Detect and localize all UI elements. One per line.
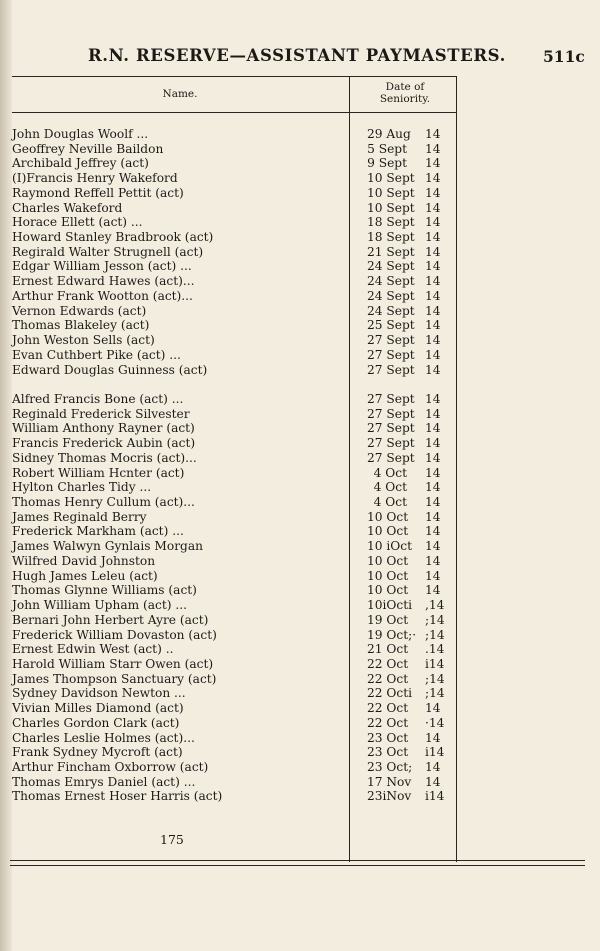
officer-name: Edward Douglas Guinness (act) xyxy=(12,362,208,377)
seniority-date: 23 Oct; xyxy=(367,760,413,774)
officer-name: Howard Stanley Bradbrook (act) xyxy=(12,230,214,245)
seniority-year: 14 xyxy=(425,406,441,421)
seniority-date: 22 Oct xyxy=(367,671,409,686)
table-row xyxy=(12,583,452,598)
seniority-year: i14 xyxy=(425,745,445,760)
officer-name: Thomas Glynne Williams (act) xyxy=(12,583,197,598)
officer-name: Wilfred David Johnston xyxy=(12,553,156,568)
table-row xyxy=(12,171,452,186)
page-gutter xyxy=(0,0,12,951)
officer-name: Ernest Edward Hawes (act)... xyxy=(12,274,195,289)
table-row xyxy=(12,289,452,304)
officer-name: Robert William Hcnter (act) xyxy=(12,465,185,480)
table-row xyxy=(12,451,452,466)
officer-name: Ernest Edwin West (act) .. xyxy=(12,642,174,657)
officer-name: Thomas Emrys Daniel (act) ... xyxy=(12,774,196,789)
officer-name: Harold William Starr Owen (act) xyxy=(12,656,214,671)
seniority-date: 24 Sept xyxy=(367,288,415,303)
seniority-date: 10 Oct xyxy=(367,524,409,539)
seniority-date: 27 Sept xyxy=(367,436,415,451)
seniority-year: 14 xyxy=(425,288,441,303)
seniority-date: 27 Sept xyxy=(367,450,415,465)
officer-name: Regirald Walter Strugnell (act) xyxy=(12,244,204,259)
seniority-year: ;14 xyxy=(425,627,445,642)
seniority-date: 24 Sept xyxy=(367,303,415,318)
seniority-date: 10 Oct xyxy=(367,568,409,583)
seniority-date: 29 Aug xyxy=(367,127,411,141)
table-row xyxy=(12,215,452,230)
seniority-date: 27 Sept xyxy=(367,421,415,436)
seniority-date: 10 Oct xyxy=(367,553,409,568)
seniority-year: ;14 xyxy=(425,671,445,686)
table-row xyxy=(12,156,452,171)
officer-name: Frank Sydney Mycroft (act) xyxy=(12,745,183,760)
table-row xyxy=(12,789,452,804)
seniority-year: 14 xyxy=(425,200,441,215)
table-row xyxy=(12,598,452,613)
officer-name: Francis Frederick Aubin (act) xyxy=(12,436,196,451)
officer-name: James Reginald Berry xyxy=(12,509,147,524)
table-row xyxy=(12,142,452,157)
seniority-year: 14 xyxy=(425,215,441,230)
seniority-year: 14 xyxy=(425,318,441,333)
table-row xyxy=(12,539,452,554)
seniority-date: 18 Sept xyxy=(367,230,415,245)
seniority-date: 22 Octi xyxy=(367,686,412,701)
seniority-date: 25 Sept xyxy=(367,318,415,333)
table-row xyxy=(12,466,452,481)
seniority-year: 14 xyxy=(425,465,441,480)
seniority-year: 14 xyxy=(425,583,441,598)
officer-name: Sydney Davidson Newton ... xyxy=(12,686,186,701)
table-row xyxy=(12,775,452,790)
seniority-year: i14 xyxy=(425,789,445,804)
seniority-date: 18 Sept xyxy=(367,215,415,230)
seniority-year: 14 xyxy=(425,760,441,774)
seniority-year: 14 xyxy=(425,568,441,583)
seniority-year: 14 xyxy=(425,230,441,245)
seniority-year: ;14 xyxy=(425,612,445,627)
seniority-date: 10 Oct xyxy=(367,583,409,598)
seniority-year: 14 xyxy=(425,333,441,348)
officer-name: Vernon Edwards (act) xyxy=(12,303,147,318)
seniority-year: 14 xyxy=(425,553,441,568)
officer-name: Frederick Markham (act) ... xyxy=(12,524,184,539)
seniority-year: 14 xyxy=(425,303,441,318)
seniority-year: ;14 xyxy=(425,686,445,701)
officer-name: James Walwyn Gynlais Morgan xyxy=(12,539,203,554)
seniority-year: 14 xyxy=(425,480,441,495)
seniority-date: 27 Sept xyxy=(367,392,415,406)
officer-name: John Douglas Woolf ... xyxy=(12,127,149,141)
seniority-year: .14 xyxy=(425,642,445,657)
table-row xyxy=(12,672,452,687)
seniority-date: 10iOcti xyxy=(367,598,413,613)
seniority-year: 14 xyxy=(425,524,441,539)
table-row xyxy=(12,657,452,672)
seniority-date: 24 Sept xyxy=(367,274,415,289)
seniority-date: 10 Oct xyxy=(367,509,409,524)
table-row xyxy=(12,569,452,584)
seniority-date: 10 Sept xyxy=(367,200,415,215)
table-row xyxy=(12,392,452,407)
seniority-year: 14 xyxy=(425,347,441,362)
seniority-year: ·14 xyxy=(425,715,445,730)
table-row xyxy=(12,686,452,701)
officer-name: Arthur Fincham Oxborrow (act) xyxy=(12,760,209,774)
seniority-date: 27 Sept xyxy=(367,362,415,377)
officer-name: Archibald Jeffrey (act) xyxy=(12,156,149,171)
seniority-year: 14 xyxy=(425,730,441,745)
seniority-year: 14 xyxy=(425,450,441,465)
table-row xyxy=(12,613,452,628)
seniority-date: 4 Oct xyxy=(373,465,407,480)
seniority-date: 22 Oct xyxy=(367,715,409,730)
table-row xyxy=(12,348,452,363)
column-header-date-line1: Date of xyxy=(385,81,425,93)
seniority-date: 23 Oct xyxy=(367,730,409,745)
table-row xyxy=(12,127,452,142)
table-row xyxy=(12,731,452,746)
seniority-year: ,14 xyxy=(425,598,445,613)
table-row xyxy=(12,510,452,525)
running-title: R.N. RESERVE—ASSISTANT PAYMASTERS. xyxy=(88,46,506,65)
officer-name: Alfred Francis Bone (act) ... xyxy=(12,392,184,406)
seniority-date: 27 Sept xyxy=(367,406,415,421)
seniority-year: 14 xyxy=(425,156,441,171)
seniority-date: 23 Oct xyxy=(367,745,409,760)
seniority-year: 14 xyxy=(425,436,441,451)
table-row xyxy=(12,274,452,289)
officer-name: Edgar William Jesson (act) ... xyxy=(12,259,192,274)
seniority-year: 14 xyxy=(425,259,441,274)
seniority-date: 10 Sept xyxy=(367,185,415,200)
officer-name: Thomas Henry Cullum (act)... xyxy=(12,495,195,510)
seniority-date: 22 Oct xyxy=(367,656,409,671)
table-row xyxy=(12,760,452,775)
table-row xyxy=(12,554,452,569)
officer-name: Bernari John Herbert Ayre (act) xyxy=(12,612,209,627)
bottom-rule-1 xyxy=(10,860,585,861)
officer-name: Charles Wakeford xyxy=(12,200,123,215)
seniority-year: 14 xyxy=(425,539,441,554)
table-row xyxy=(12,230,452,245)
top-rule xyxy=(12,76,457,77)
table-row xyxy=(12,333,452,348)
seniority-year: 14 xyxy=(425,701,441,716)
officer-name: Geoffrey Neville Baildon xyxy=(12,141,164,156)
table-row xyxy=(12,436,452,451)
table-row xyxy=(12,716,452,731)
seniority-year: 14 xyxy=(425,509,441,524)
officer-name: Vivian Milles Diamond (act) xyxy=(12,701,184,716)
seniority-date: 5 Sept xyxy=(367,141,407,156)
seniority-year: 14 xyxy=(425,362,441,377)
officer-name: Sidney Thomas Mocris (act)... xyxy=(12,450,197,465)
table-row xyxy=(12,304,452,319)
folio-number: 175 xyxy=(160,832,184,847)
table-row xyxy=(12,524,452,539)
seniority-date: 21 Oct xyxy=(367,642,409,657)
page-code: 511c xyxy=(543,47,585,66)
seniority-date: 10 Sept xyxy=(367,171,415,186)
seniority-date: 17 Nov xyxy=(367,774,412,789)
officer-name: Charles Gordon Clark (act) xyxy=(12,715,180,730)
officer-name: Thomas Blakeley (act) xyxy=(12,318,150,333)
officer-name: Charles Leslie Holmes (act)... xyxy=(12,730,195,745)
officer-name: Thomas Ernest Hoser Harris (act) xyxy=(12,789,223,804)
seniority-date: 27 Sept xyxy=(367,333,415,348)
officer-name: Horace Ellett (act) ... xyxy=(12,215,143,230)
table-row xyxy=(12,407,452,422)
seniority-date: 4 Oct xyxy=(373,495,407,510)
officer-name: Frederick William Dovaston (act) xyxy=(12,627,217,642)
seniority-year: 14 xyxy=(425,244,441,259)
seniority-date: 10 iOct xyxy=(367,539,412,554)
table-row xyxy=(12,642,452,657)
table-row xyxy=(12,186,452,201)
officer-name: John William Upham (act) ... xyxy=(12,598,188,613)
table-row xyxy=(12,421,452,436)
table-row xyxy=(12,245,452,260)
officer-name: (I)Francis Henry Wakeford xyxy=(12,171,178,186)
officer-name: Reginald Frederick Silvester xyxy=(12,406,190,421)
seniority-date: 24 Sept xyxy=(367,259,415,274)
table-row xyxy=(12,201,452,216)
officer-name: John Weston Sells (act) xyxy=(12,333,155,348)
seniority-date: 21 Sept xyxy=(367,244,415,259)
column-header-name: Name. xyxy=(162,88,198,100)
officer-name: Hugh James Leleu (act) xyxy=(12,568,158,583)
officer-name: Raymond Reffell Pettit (act) xyxy=(12,185,184,200)
table-row xyxy=(12,363,452,378)
column-header-date-line2: Seniority. xyxy=(379,93,431,105)
seniority-date: 23iNov xyxy=(367,789,412,804)
seniority-year: 14 xyxy=(425,141,441,156)
officer-name: Arthur Frank Wootton (act)... xyxy=(12,288,193,303)
table-row xyxy=(12,701,452,716)
officer-name: James Thompson Sanctuary (act) xyxy=(12,671,217,686)
table-row xyxy=(12,628,452,643)
seniority-year: 14 xyxy=(425,185,441,200)
seniority-year: 14 xyxy=(425,274,441,289)
table-row xyxy=(12,495,452,510)
seniority-year: 14 xyxy=(425,774,441,789)
officer-name: Hylton Charles Tidy ... xyxy=(12,480,152,495)
header-rule xyxy=(12,112,457,113)
seniority-date: 19 Oct;· xyxy=(367,627,417,642)
seniority-year: 14 xyxy=(425,171,441,186)
seniority-year: 14 xyxy=(425,392,441,406)
right-border xyxy=(456,76,457,862)
seniority-date: 9 Sept xyxy=(367,156,407,171)
officer-name: Evan Cuthbert Pike (act) ... xyxy=(12,347,181,362)
table-row xyxy=(12,745,452,760)
table-row xyxy=(12,318,452,333)
table-row xyxy=(12,259,452,274)
bottom-rule-2 xyxy=(10,865,585,866)
seniority-year: i14 xyxy=(425,656,445,671)
seniority-date: 19 Oct xyxy=(367,612,409,627)
seniority-year: 14 xyxy=(425,495,441,510)
seniority-year: 14 xyxy=(425,421,441,436)
seniority-date: 4 Oct xyxy=(373,480,407,495)
officer-name: William Anthony Rayner (act) xyxy=(12,421,195,436)
table-row xyxy=(12,480,452,495)
seniority-date: 22 Oct xyxy=(367,701,409,716)
seniority-year: 14 xyxy=(425,127,441,141)
seniority-date: 27 Sept xyxy=(367,347,415,362)
